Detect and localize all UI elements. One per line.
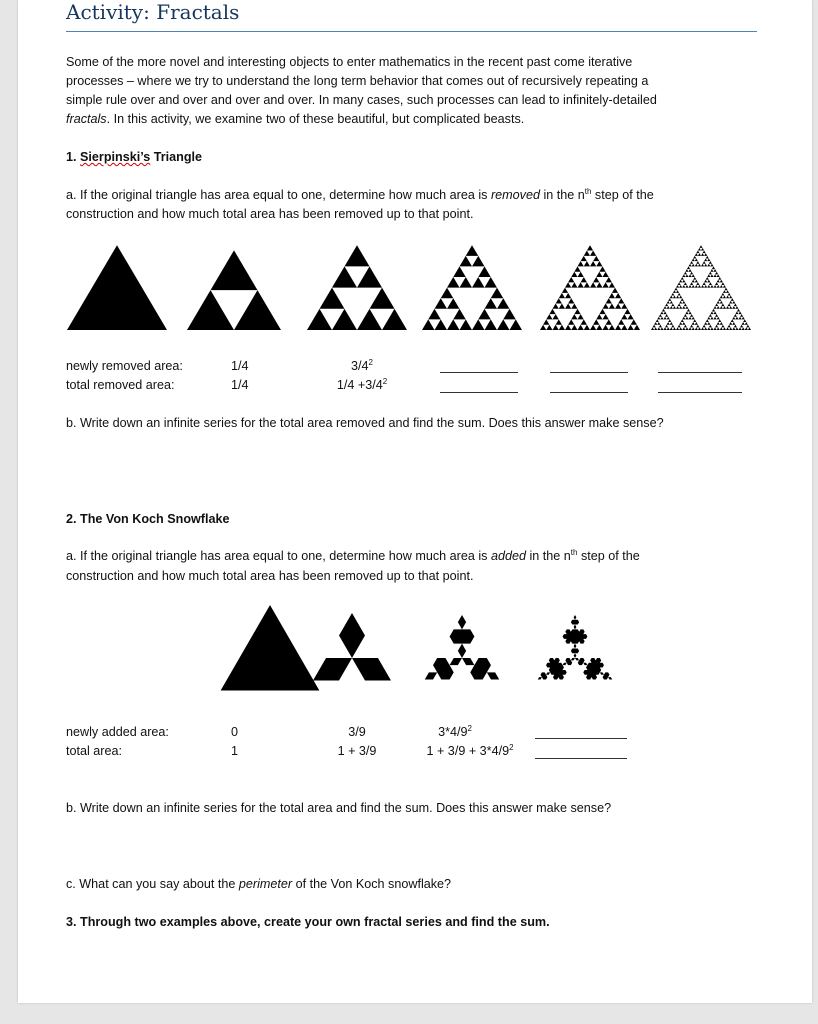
s2c-post: of the Von Koch snowflake? <box>292 877 452 891</box>
section2-heading: 2. The Von Koch Snowflake <box>66 512 230 526</box>
section1-heading-word: Sierpinski’s <box>80 150 151 164</box>
intro-line-4-text: . In this activity, we examine two of these beautiful, but complicated beasts. <box>106 112 525 126</box>
s1a-mid: in the n <box>539 188 585 202</box>
answer-blank[interactable] <box>658 372 742 373</box>
s2-total-2: 1 + 3/9 <box>337 744 377 758</box>
answer-blank[interactable] <box>440 392 518 393</box>
section1-number: 1. <box>66 150 81 164</box>
s1-newly-label: newly removed area: <box>66 359 183 373</box>
answer-blank[interactable] <box>535 738 627 739</box>
section2-b: b. Write down an infinite series for the total area and find the sum. Does this answer make sense? <box>66 801 612 815</box>
s2c-pre: c. What can you say about the <box>66 877 239 891</box>
s1-total-2-exp: 2 <box>382 377 388 386</box>
intro-line-2: processes – where we try to understand the long term behavior that comes out of recursively repeating a <box>66 74 649 88</box>
section2-a-line-1 <box>66 547 640 566</box>
s1-total-1: 1/4 <box>231 378 249 392</box>
s2-total-3-exp: 2 <box>509 743 514 752</box>
answer-blank[interactable] <box>658 392 742 393</box>
s2-newly-3-base: 3*4/9 <box>438 725 468 739</box>
s1-newly-2-base: 3/4 <box>351 359 369 373</box>
intro-line-4 <box>66 110 524 129</box>
s1-newly-2 <box>351 357 373 376</box>
s1a-post: step of the <box>591 188 654 202</box>
section2-a-line-2: construction and how much total area has been removed up to that point. <box>66 569 474 583</box>
s2-total-1: 1 <box>231 744 239 758</box>
s2-total-label: total area: <box>66 744 123 758</box>
section1-a-line-2: construction and how much total area has been removed up to that point. <box>66 207 474 221</box>
section2-c <box>66 875 451 894</box>
answer-blank[interactable] <box>550 392 628 393</box>
s1-newly-1: 1/4 <box>231 359 249 373</box>
s2-total-3-base: 1 + 3/9 + 3*4/9 <box>426 744 510 758</box>
koch-stage-1 <box>313 613 391 681</box>
section1-a-line-1 <box>66 186 654 205</box>
section3: 3. Through two examples above, create your own fractal series and find the sum. <box>66 915 550 929</box>
page-title: Activity: Fractals <box>66 0 240 24</box>
koch-stage-2 <box>425 615 499 680</box>
s1-total-2-base: 1/4 +3/4 <box>336 378 383 392</box>
sierpinski-stage-1 <box>187 250 281 330</box>
s2-newly-3-exp: 2 <box>467 724 472 733</box>
s2a-pre: a. If the original triangle has area equal to one, determine how much area is <box>66 549 491 563</box>
koch-stage-3 <box>538 615 612 680</box>
s1-newly-2-exp: 2 <box>368 358 373 367</box>
s2a-sup: th <box>570 548 578 557</box>
s1-total-label: total removed area: <box>66 378 175 392</box>
answer-blank[interactable] <box>535 758 627 759</box>
section1-b: b. Write down an infinite series for the total area removed and find the sum. Does this answer make sense? <box>66 416 664 430</box>
intro-line-1: Some of the more novel and interesting objects to enter mathematics in the recent past come iterative <box>66 55 633 69</box>
s2-newly-3 <box>438 723 472 742</box>
s2-total-3 <box>426 742 513 761</box>
answer-blank[interactable] <box>440 372 518 373</box>
s2-newly-label: newly added area: <box>66 725 169 739</box>
s1a-pre: a. If the original triangle has area equal to one, determine how much area is <box>66 188 491 202</box>
section1-heading <box>66 148 202 167</box>
koch-snowflake-figures <box>0 600 818 715</box>
s1a-em: removed <box>490 188 540 202</box>
intro-line-3: simple rule over and over and over and over. In many cases, such processes can lead to infinitely-detailed <box>66 93 657 107</box>
title-rule <box>66 31 757 32</box>
intro-fractals-term: fractals <box>66 112 107 126</box>
s2a-mid: in the n <box>525 549 571 563</box>
sierpinski-stage-4 <box>540 245 640 330</box>
answer-blank[interactable] <box>550 372 628 373</box>
s2a-em: added <box>490 549 526 563</box>
koch-stage-0 <box>221 605 320 691</box>
s1a-sup: th <box>584 187 592 196</box>
s2a-post: step of the <box>577 549 640 563</box>
sierpinski-stage-2 <box>307 245 407 330</box>
sierpinski-stage-3 <box>422 245 522 330</box>
s2c-em: perimeter <box>238 877 293 891</box>
sierpinski-figures <box>0 240 818 335</box>
s2-newly-2: 3/9 <box>348 725 366 739</box>
s2-newly-1: 0 <box>231 725 239 739</box>
sierpinski-stage-0 <box>67 245 167 330</box>
sierpinski-stage-5 <box>651 245 751 330</box>
section1-heading-rest: Triangle <box>150 150 203 164</box>
s1-total-2 <box>337 376 387 395</box>
